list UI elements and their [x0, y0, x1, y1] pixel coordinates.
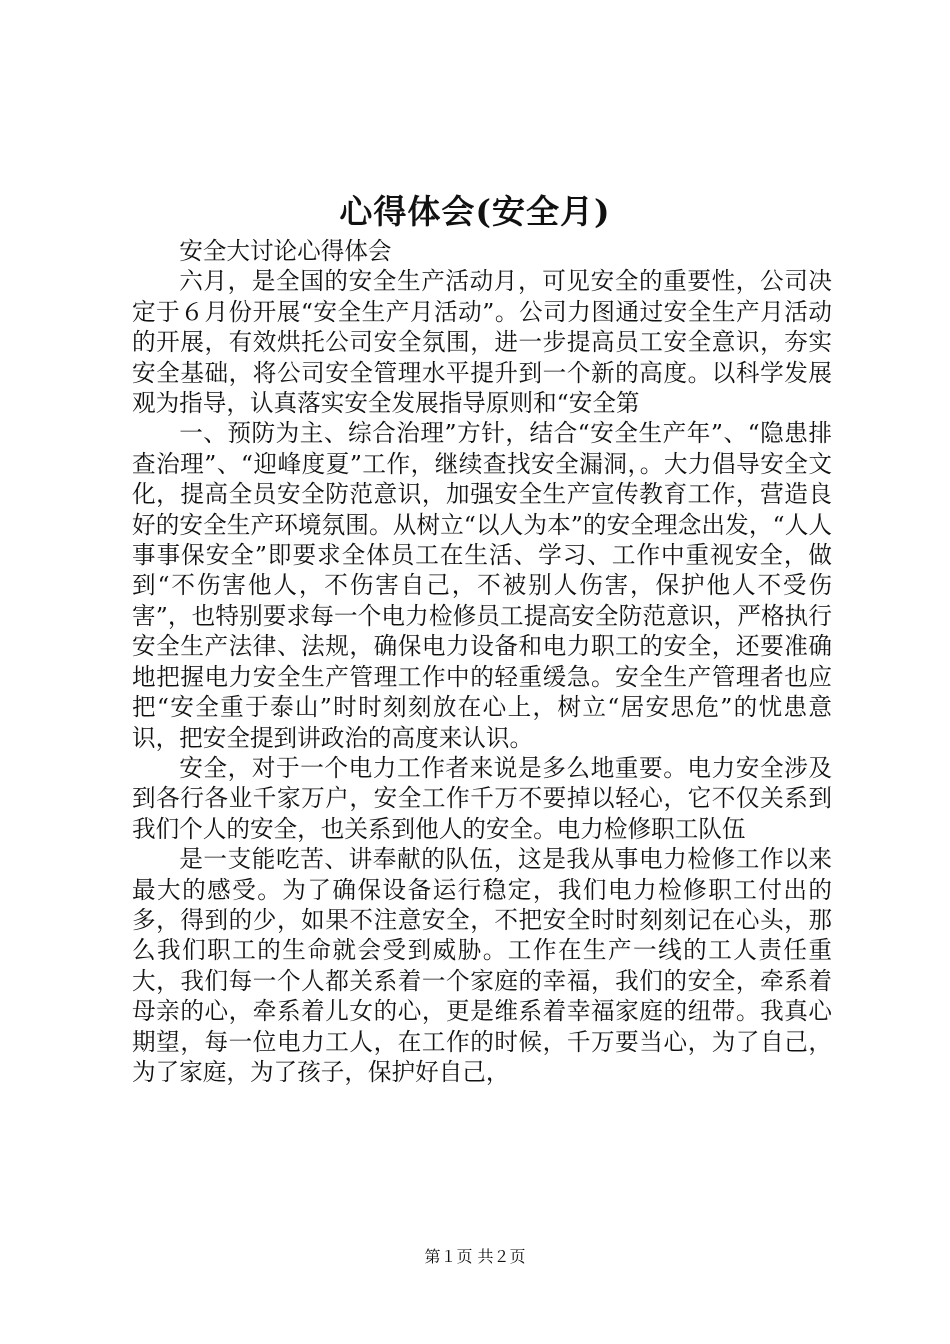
- document-body: [132, 236, 832, 1087]
- page-footer: 第１页 共２页: [424, 1247, 526, 1266]
- paragraph: 安全，对于一个电力工作者来说是多么地重要。电力安全涉及到各行各业千家万户，安全工作千万不要掉以轻心，它不仅关系到我们个人的安全，也关系到他人的安全。电力检修职工队伍: [132, 753, 832, 843]
- paragraph: 一、预防为主、综合治理”方针，结合“安全生产年”、“隐患排查治理”、“迎峰度夏”工作，继续查找安全漏洞，。大力倡导安全文化，提高全员安全防范意识，加强安全生产宣传教育工作，营造良好的安全生产环境氛围。从树立“以人为本”的安全理念出发，“人人事事保安全”即要求全体员工在生活、学习、工作中重视安全，做到“不伤害他人，不伤害自己，不被别人伤害，保护他人不受伤害”，也特别要求每一个电力检修员工提高安全防范意识，严格执行安全生产法律、法规，确保电力设备和电力职工的安全，还要准确地把握电力安全生产管理工作中的轻重缓急。安全生产管理者也应把“安全重于泰山”时时刻刻放在心上，树立“居安思危”的忧患意识，把安全提到讲政治的高度来认识。: [132, 419, 832, 752]
- paragraph: 安全大讨论心得体会: [179, 237, 392, 265]
- paragraph: 是一支能吃苦、讲奉献的队伍，这是我从事电力检修工作以来最大的感受。为了确保设备运行稳定，我们电力检修职工付出的多，得到的少，如果不注意安全，不把安全时时刻刻记在心头，那么我们职工的生命就会受到威胁。工作在生产一线的工人责任重大，我们每一个人都关系着一个家庭的幸福，我们的安全，牵系着母亲的心，牵系着儿女的心，更是维系着幸福家庭的纽带。我真心期望，每一位电力工人，在工作的时候，千万要当心，为了自己，为了家庭，为了孩子，保护好自己，: [132, 845, 832, 1086]
- paragraph: 六月，是全国的安全生产活动月，可见安全的重要性，公司决定于６月份开展“安全生产月活动”。公司力图通过安全生产月活动的开展，有效烘托公司安全氛围，进一步提高员工安全意识，夯实安全基础，将公司安全管理水平提升到一个新的高度。以科学发展观为指导，认真落实安全发展指导原则和“安全第: [132, 267, 832, 418]
- document-title: 心得体会(安全月): [339, 192, 611, 231]
